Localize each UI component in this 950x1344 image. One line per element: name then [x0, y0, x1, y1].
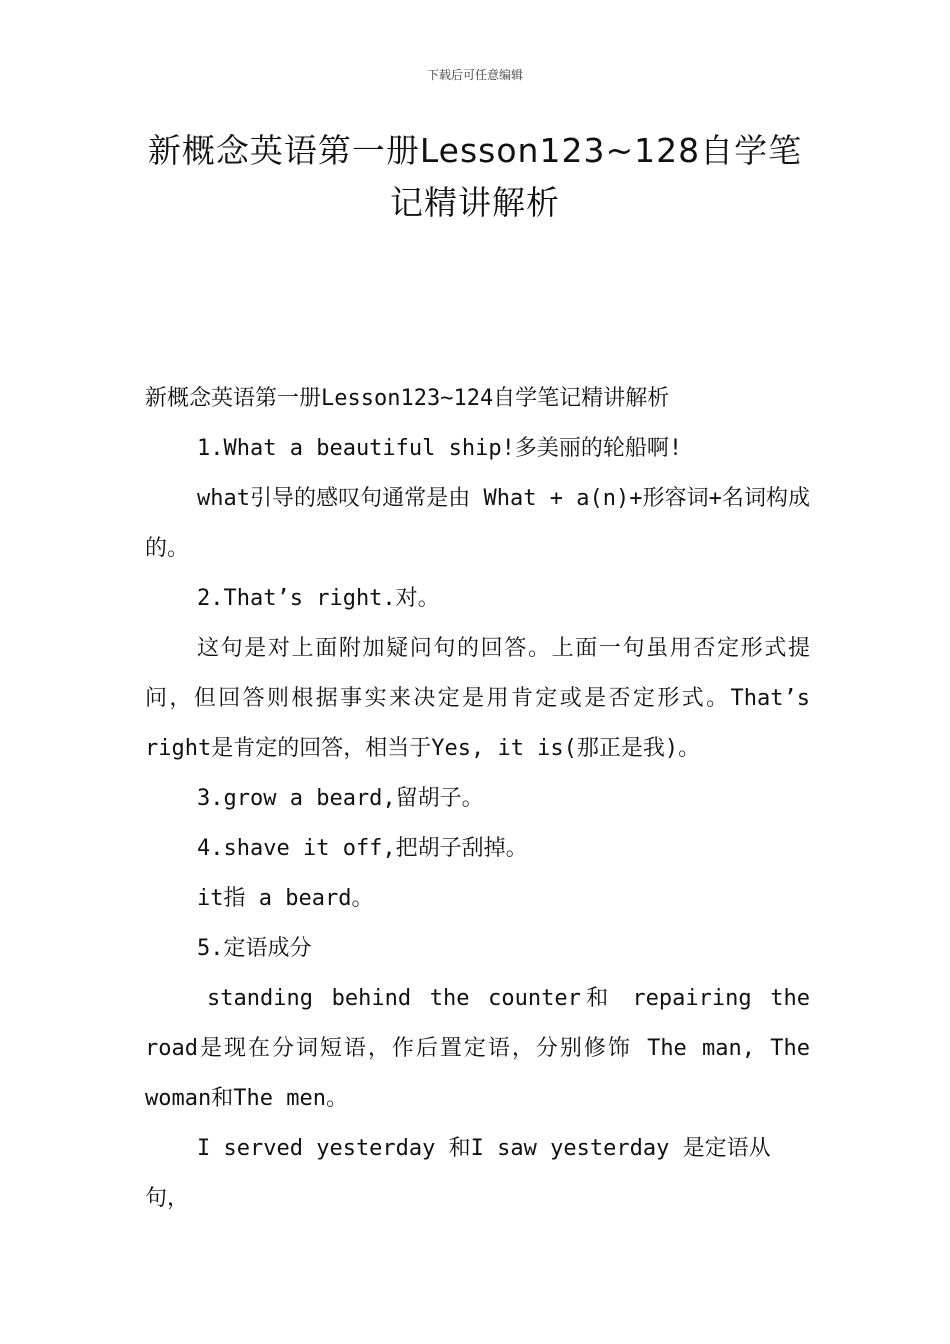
paragraph-6: 4.shave it off,把胡子刮掉。 — [197, 836, 528, 861]
paragraph-10: I served yesterday 和I saw yesterday 是定语从句， — [145, 1136, 771, 1211]
paragraph-9: standing behind the counter和 repairing the road是现在分词短语，作后置定语，分别修饰 The man, The woman和The men。 — [145, 986, 810, 1111]
document-title — [120, 125, 830, 229]
section-heading: 新概念英语第一册Lesson123~124自学笔记精讲解析 — [145, 386, 670, 411]
document-body — [145, 374, 810, 1224]
header-note: 下载后可任意编辑 — [426, 68, 523, 82]
title-line-1: 新概念英语第一册Lesson123~128自学笔 — [147, 131, 803, 170]
paragraph-8: 5.定语成分 — [197, 936, 312, 961]
paragraph-7: it指 a beard。 — [197, 886, 374, 911]
paragraph-1: 1.What a beautiful ship!多美丽的轮船啊! — [197, 436, 683, 461]
paragraph-2: what引导的感叹句通常是由 What + a(n)+形容词+名词构成的。 — [145, 486, 810, 561]
paragraph-3: 2.That’s right.对。 — [197, 586, 440, 611]
paragraph-5: 3.grow a beard,留胡子。 — [197, 786, 484, 811]
paragraph-4: 这句是对上面附加疑问句的回答。上面一句虽用否定形式提问，但回答则根据事实来决定是用肯定或是否定形式。That’s right是肯定的回答，相当于Yes, it is(那正是我)。 — [145, 636, 810, 761]
title-line-2: 记精讲解析 — [390, 183, 560, 222]
